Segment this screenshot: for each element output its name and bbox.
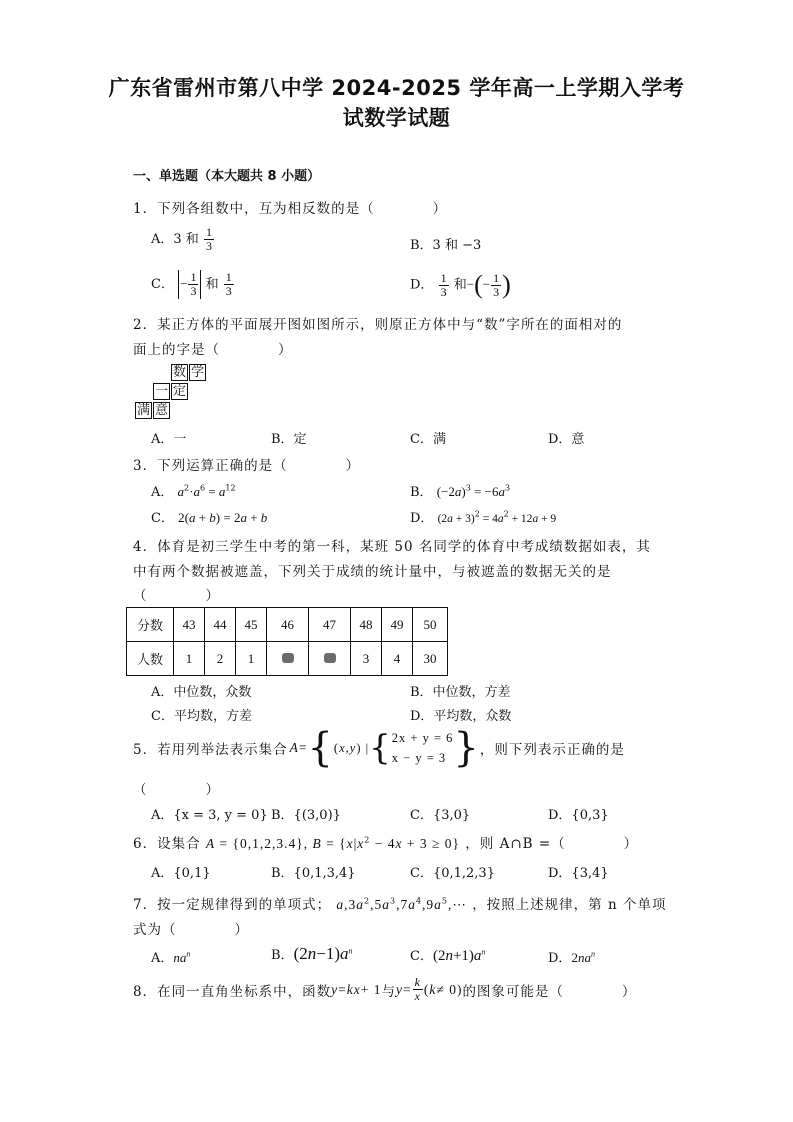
q4-option-b[interactable]: B．中位数，方差 bbox=[410, 685, 511, 700]
covered-cell bbox=[309, 642, 351, 676]
table-cell: 50 bbox=[413, 608, 448, 642]
q1-stem: 1．下列各组数中，互为相反数的是（ ） bbox=[133, 201, 448, 217]
table-cell: 30 bbox=[413, 642, 448, 676]
table-row bbox=[127, 642, 448, 676]
table-row bbox=[127, 608, 448, 642]
q3-stem: 3．下列运算正确的是（ ） bbox=[133, 458, 361, 474]
table-cell: 3 bbox=[351, 642, 382, 676]
q7-option-d[interactable]: D．$2na^n$ bbox=[548, 949, 595, 966]
q6-option-a[interactable]: A．{0,1} bbox=[151, 866, 211, 881]
q7-stem-line1: 7．按一定规律得到的单项式； $a,3a^2,5a^3,7a^4,9a^5,\cdots$ ，按照上述规律，第 n 个单项 bbox=[133, 896, 667, 913]
section-heading: 一、单选题（本大题共 8 小题） bbox=[133, 169, 321, 184]
q3-option-b[interactable]: B． $(-2a)^3 = -6a^3$ bbox=[410, 483, 511, 500]
q1-option-d[interactable]: D． $\frac{1}{3}$ 和−(− $\frac{1}{3}$ ) bbox=[410, 270, 511, 299]
q4-option-a[interactable]: A．中位数，众数 bbox=[151, 685, 252, 700]
q6-stem-suffix: ，则 A∩B =（ ） bbox=[465, 836, 639, 852]
q8-stem-suffix: 的图象可能是（ ） bbox=[462, 983, 637, 1000]
table-cell: 1 bbox=[236, 642, 267, 676]
q8-stem-mid: 与 bbox=[381, 983, 396, 1000]
q7-option-c[interactable]: C．$(2n+1)a^n$ bbox=[410, 947, 486, 964]
q6-option-d[interactable]: D．{3,4} bbox=[548, 866, 609, 881]
q5-option-a[interactable]: A．{x = 3, y = 0} bbox=[151, 808, 268, 823]
q8-stem-prefix: 8．在同一直角坐标系中，函数 bbox=[133, 983, 332, 1000]
q5-equation-1: 2x + y = 6 bbox=[391, 731, 454, 745]
q2-stem-line1: 2．某正方体的平面展开图如图所示，则原正方体中与“数”字所在的面相对的 bbox=[133, 317, 623, 333]
q2-option-d[interactable]: D．意 bbox=[548, 432, 585, 447]
q2-option-a[interactable]: A．一 bbox=[151, 432, 187, 447]
table-cell: 47 bbox=[309, 608, 351, 642]
page-title-line1: 广东省雷州市第八中学 2024-2025 学年高一上学期入学考 bbox=[108, 76, 685, 100]
score-table bbox=[126, 607, 448, 676]
page-title-line2: 试数学试题 bbox=[342, 106, 451, 130]
table-cell: 49 bbox=[382, 608, 413, 642]
net-cell: 满 bbox=[136, 403, 150, 418]
q1-option-b[interactable]: B．3 和 −3 bbox=[410, 238, 482, 253]
q4-stem-line2: 中有两个数据被遮盖，下列关于成绩的统计量中，与被遮盖的数据无关的是 bbox=[133, 564, 612, 580]
q7-stem-line2: 式为（ ） bbox=[133, 922, 249, 938]
q3-option-d[interactable]: D． $(2a + 3)^2 = 4a^2 + 12a + 9$ bbox=[410, 509, 557, 526]
q5-equation-system bbox=[392, 728, 454, 768]
table-cell: 46 bbox=[267, 608, 309, 642]
q1-option-c[interactable]: C． − $\frac{1}{3}$ 和 $\frac{1}{3}$ bbox=[151, 270, 232, 298]
covered-cell bbox=[267, 642, 309, 676]
q1-a-fraction: $\frac{1}{3}$ bbox=[205, 225, 212, 253]
ink-blot-icon bbox=[324, 653, 336, 663]
net-cell: 意 bbox=[154, 403, 168, 418]
table-cell: 1 bbox=[174, 642, 205, 676]
net-cell: 数 bbox=[172, 365, 186, 380]
q2-option-b[interactable]: B．定 bbox=[271, 432, 307, 447]
net-cell: 定 bbox=[172, 384, 186, 399]
q5-paren: （ ） bbox=[133, 782, 220, 798]
q7-stem-suffix: ，按照上述规律，第 n 个单项 bbox=[472, 897, 667, 913]
net-cell: 学 bbox=[190, 365, 204, 380]
q5-stem: 5．若用列举法表示集合 A = { ( x , y ) | { 2x + y = 6 x − y = 3 } ，则下列表示正确的是 bbox=[133, 725, 625, 771]
table-cell: 45 bbox=[236, 608, 267, 642]
table-cell: 44 bbox=[205, 608, 236, 642]
q5-option-d[interactable]: D．{0,3} bbox=[548, 808, 609, 823]
q2-stem-line2: 面上的字是（ ） bbox=[133, 342, 293, 358]
q6-stem-prefix: 6．设集合 bbox=[133, 836, 201, 852]
q7-option-b[interactable]: B．$(2n-1)a^n$ bbox=[271, 944, 353, 963]
q5-equation-2: x − y = 3 bbox=[391, 751, 447, 765]
q6-stem: 6．设集合 A = {0,1,2,3.4}, $B = \{x|x^2 - 4x + 3 \ge 0\}$ ，则 A∩B =（ ） bbox=[133, 835, 639, 852]
q5-option-b[interactable]: B．{(3,0)} bbox=[271, 808, 341, 823]
table-cell: 43 bbox=[174, 608, 205, 642]
q6-option-c[interactable]: C．{0,1,2,3} bbox=[410, 866, 495, 881]
net-cell: 一 bbox=[154, 384, 168, 399]
q4-option-d[interactable]: D．平均数，众数 bbox=[410, 709, 512, 724]
q4-option-c[interactable]: C．平均数，方差 bbox=[151, 709, 252, 724]
q5-stem-suffix: ，则下列表示正确的是 bbox=[479, 742, 625, 758]
q3-option-a[interactable]: A． $a^2\cdot a^6 = a^{12}$ bbox=[151, 483, 236, 500]
q6-option-b[interactable]: B．{0,1,3,4} bbox=[271, 866, 356, 881]
q5-option-c[interactable]: C．{3,0} bbox=[410, 808, 471, 823]
q3-option-c[interactable]: C． 2(a + b) = 2a + b bbox=[151, 510, 268, 526]
table-cell: 4 bbox=[382, 642, 413, 676]
q1-c-label: C． bbox=[151, 277, 174, 292]
q8-stem: 8．在同一直角坐标系中，函数 y = kx + 1 与 y = $\frac{k}{x}$ ( k ≠ 0) 的图象可能是（ ） bbox=[133, 975, 637, 1003]
table-header-cell: 人数 bbox=[127, 642, 174, 676]
q1-option-a[interactable] bbox=[151, 226, 215, 253]
q4-stem-line3: （ ） bbox=[133, 588, 220, 604]
table-cell: 48 bbox=[351, 608, 382, 642]
q4-stem-line1: 4．体育是初三学生中考的第一科，某班 50 名同学的体育中考成绩数据如表，其 bbox=[133, 539, 651, 555]
q7-option-a[interactable]: A．$na^n$ bbox=[151, 949, 191, 966]
cube-net-figure bbox=[133, 364, 213, 420]
q5-stem-prefix: 5．若用列举法表示集合 bbox=[133, 742, 288, 758]
ink-blot-icon bbox=[282, 653, 294, 663]
table-header-cell: 分数 bbox=[127, 608, 174, 642]
q7-stem-prefix: 7．按一定规律得到的单项式； bbox=[133, 897, 332, 913]
table-cell: 2 bbox=[205, 642, 236, 676]
q1-a-label: A．3 和 bbox=[151, 232, 199, 247]
q2-option-c[interactable]: C．满 bbox=[410, 432, 446, 447]
